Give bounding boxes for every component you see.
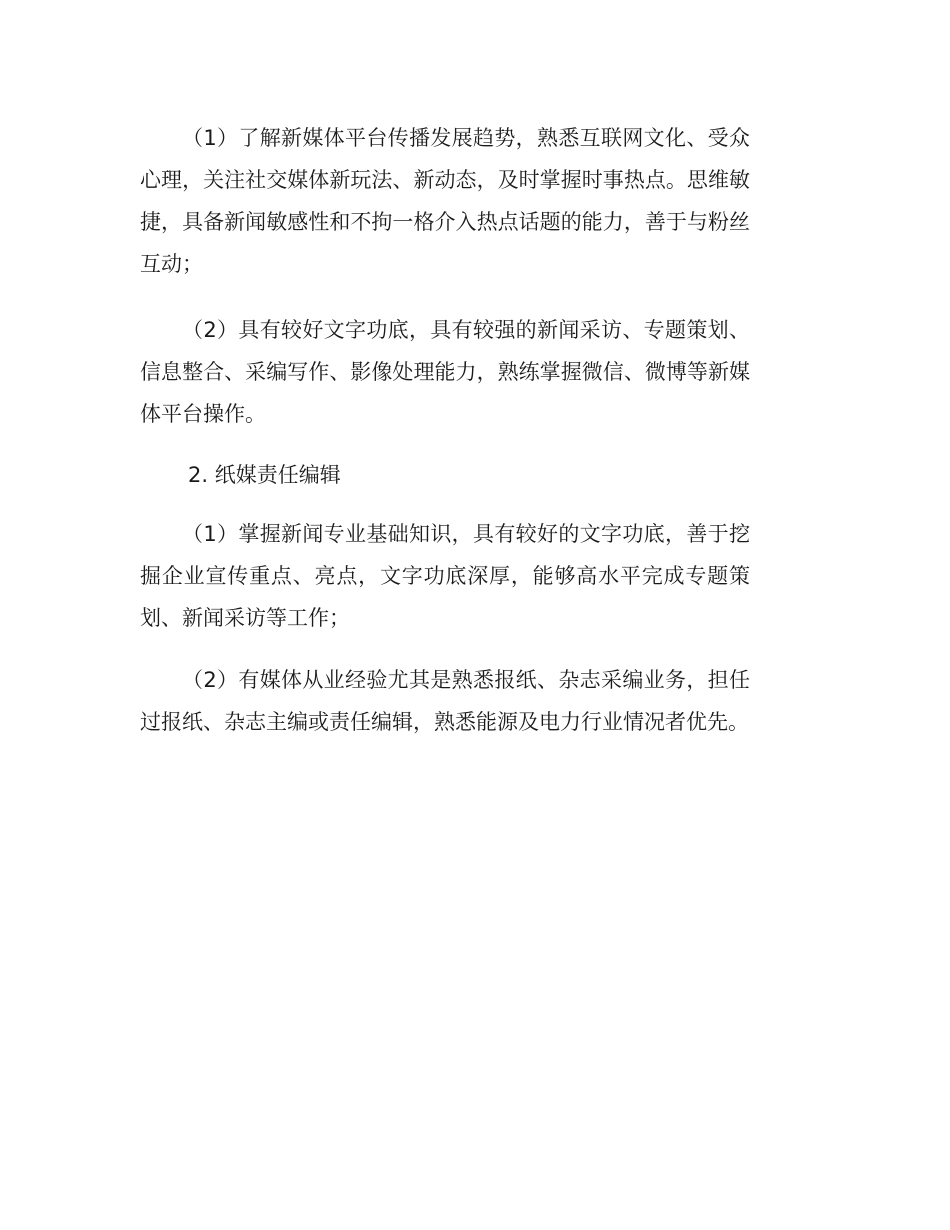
section-heading-print-editor: 2. 纸媒责任编辑 (188, 463, 341, 487)
paragraph-media-experience: （2）有媒体从业经验尤其是熟悉报纸、杂志采编业务，担任过报纸、杂志主编或责任编辑，熟悉能源及电力行业情况者优先。 (140, 668, 750, 734)
paragraph-writing-skills: （2）具有较好文字功底，具有较强的新闻采访、专题策划、信息整合、采编写作、影像处理能力，熟练掌握微信、微博等新媒体平台操作。 (140, 318, 750, 426)
paragraph-new-media-trends: （1）了解新媒体平台传播发展趋势，熟悉互联网文化、受众心理，关注社交媒体新玩法、新动态，及时掌握时事热点。思维敏捷，具备新闻敏感性和不拘一格介入热点话题的能力，善于与粉丝互动； (140, 126, 750, 276)
paragraph-journalism-knowledge: （1）掌握新闻专业基础知识，具有较好的文字功底，善于挖掘企业宣传重点、亮点，文字功底深厚，能够高水平完成专题策划、新闻采访等工作； (140, 522, 750, 630)
